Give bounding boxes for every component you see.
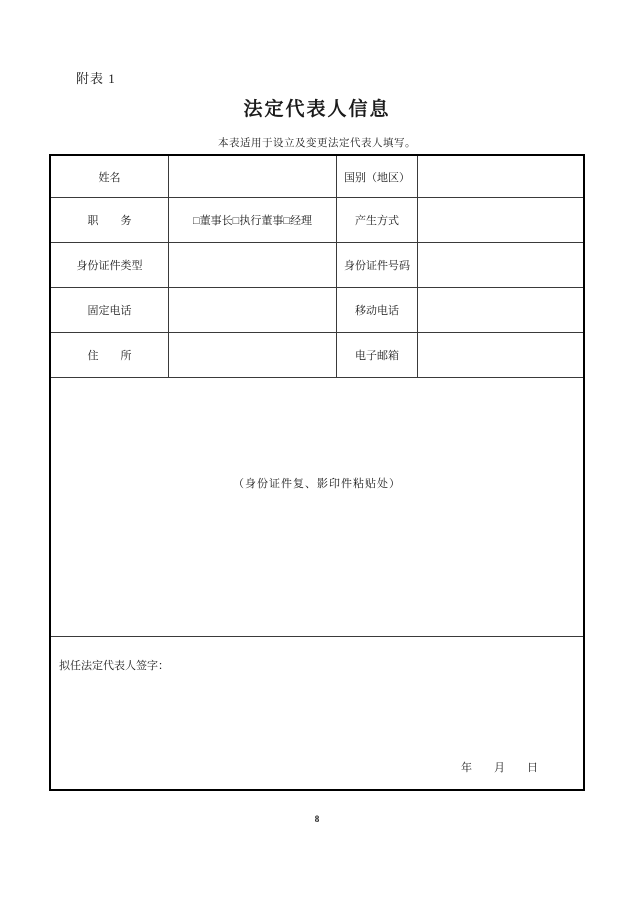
date-line: 年 月 日 xyxy=(461,762,538,774)
input-email[interactable] xyxy=(418,333,583,378)
label-email: 电子邮箱 xyxy=(337,333,418,378)
signature-label: 拟任法定代表人签字： xyxy=(59,660,169,672)
input-name[interactable] xyxy=(169,156,337,198)
label-mobile-phone: 移动电话 xyxy=(337,288,418,333)
page-number: 8 xyxy=(314,814,320,824)
label-generation-method: 产生方式 xyxy=(337,198,418,243)
input-landline-phone[interactable] xyxy=(169,288,337,333)
form-subtitle: 本表适用于设立及变更法定代表人填写。 xyxy=(218,138,416,149)
label-landline-phone: 固定电话 xyxy=(51,288,169,333)
label-name: 姓名 xyxy=(51,156,169,198)
input-id-type[interactable] xyxy=(169,243,337,288)
input-nationality[interactable] xyxy=(418,156,583,198)
label-id-number: 身份证件号码 xyxy=(337,243,418,288)
label-id-type: 身份证件类型 xyxy=(51,243,169,288)
label-position: 职 务 xyxy=(51,198,169,243)
id-copy-paste-area: （身份证件复、影印件粘贴处） xyxy=(51,378,583,637)
input-generation-method[interactable] xyxy=(418,198,583,243)
legal-representative-form-table xyxy=(49,154,585,791)
annex-label: 附表 1 xyxy=(76,71,116,86)
label-residence: 住 所 xyxy=(51,333,169,378)
input-residence[interactable] xyxy=(169,333,337,378)
input-mobile-phone[interactable] xyxy=(418,288,583,333)
input-id-number[interactable] xyxy=(418,243,583,288)
position-checkbox-options[interactable]: □董事长□执行董事□经理 xyxy=(169,198,337,243)
form-title: 法定代表人信息 xyxy=(243,99,391,120)
label-nationality: 国别（地区） xyxy=(337,156,418,198)
signature-area[interactable] xyxy=(51,637,583,789)
